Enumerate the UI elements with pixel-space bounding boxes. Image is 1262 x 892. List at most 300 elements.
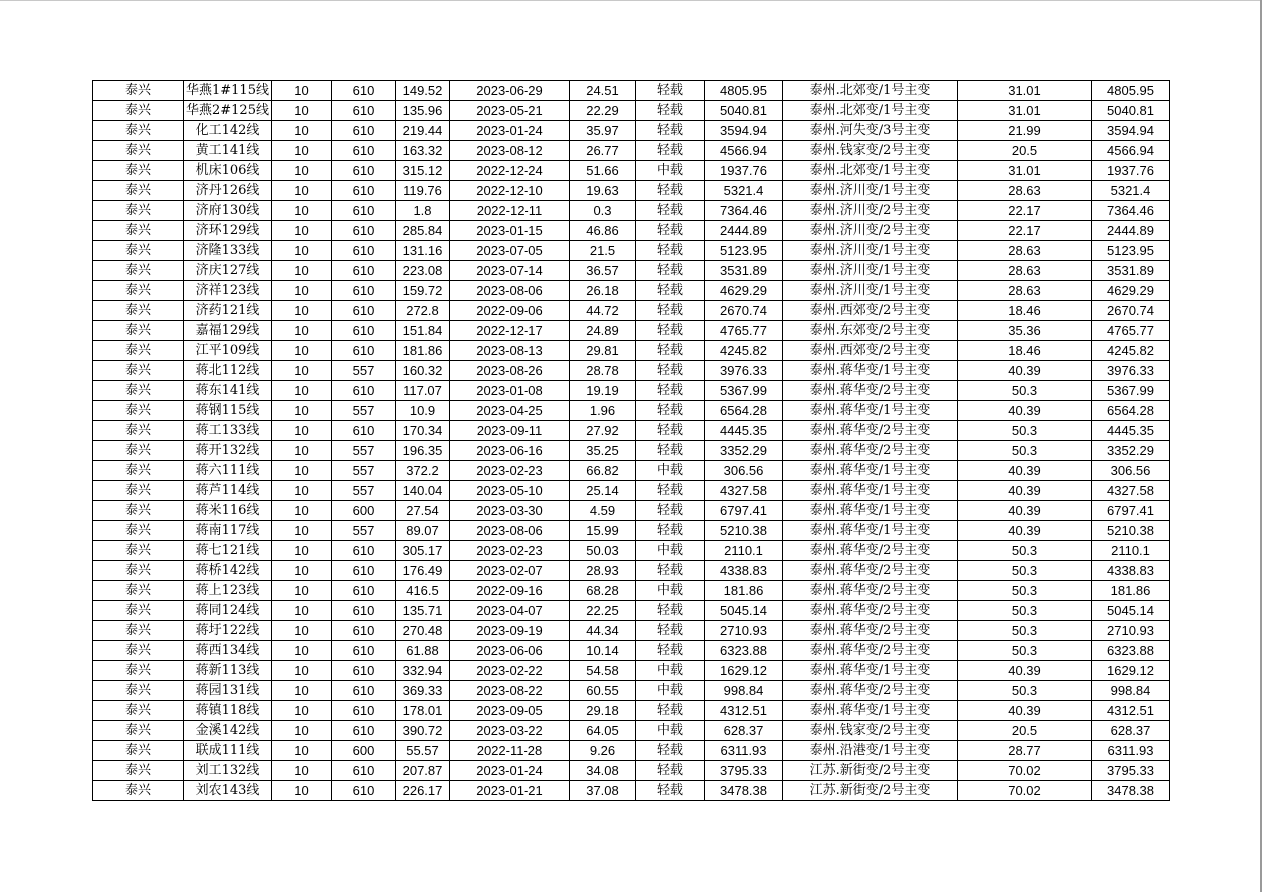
load-rate-cell: 29.81 <box>570 341 636 361</box>
load-value-cell: 372.2 <box>396 461 450 481</box>
rated-capacity-cell: 610 <box>332 81 396 101</box>
rated-capacity-cell: 610 <box>332 201 396 221</box>
voltage-cell: 10 <box>272 541 332 561</box>
available-capacity-cell: 4805.95 <box>705 81 783 101</box>
date-cell: 2023-05-21 <box>450 101 570 121</box>
region-cell: 泰兴 <box>93 541 184 561</box>
remaining-capacity-cell: 6564.28 <box>1092 401 1170 421</box>
date-cell: 2022-09-16 <box>450 581 570 601</box>
substation-transformer-cell: 泰州.蒋华变/2号主变 <box>783 681 958 701</box>
available-capacity-cell: 7364.46 <box>705 201 783 221</box>
date-cell: 2023-03-22 <box>450 721 570 741</box>
load-status-cell: 轻载 <box>636 381 705 401</box>
load-rate-cell: 44.34 <box>570 621 636 641</box>
table-row <box>93 521 1170 541</box>
region-cell: 泰兴 <box>93 201 184 221</box>
transformer-rate-cell: 70.02 <box>958 781 1092 801</box>
region-cell: 泰兴 <box>93 701 184 721</box>
remaining-capacity-cell: 5367.99 <box>1092 381 1170 401</box>
table-row <box>93 441 1170 461</box>
load-value-cell: 315.12 <box>396 161 450 181</box>
transformer-rate-cell: 50.3 <box>958 561 1092 581</box>
rated-capacity-cell: 600 <box>332 501 396 521</box>
voltage-cell: 10 <box>272 681 332 701</box>
date-cell: 2023-06-29 <box>450 81 570 101</box>
feeder-name-cell: 江平109线 <box>184 341 272 361</box>
substation-transformer-cell: 泰州.蒋华变/1号主变 <box>783 501 958 521</box>
load-rate-cell: 1.96 <box>570 401 636 421</box>
feeder-name-cell: 济祥123线 <box>184 281 272 301</box>
transformer-rate-cell: 21.99 <box>958 121 1092 141</box>
rated-capacity-cell: 610 <box>332 161 396 181</box>
load-value-cell: 285.84 <box>396 221 450 241</box>
date-cell: 2023-01-24 <box>450 761 570 781</box>
load-value-cell: 207.87 <box>396 761 450 781</box>
region-cell: 泰兴 <box>93 521 184 541</box>
region-cell: 泰兴 <box>93 621 184 641</box>
region-cell: 泰兴 <box>93 641 184 661</box>
substation-transformer-cell: 泰州.蒋华变/2号主变 <box>783 561 958 581</box>
voltage-cell: 10 <box>272 121 332 141</box>
remaining-capacity-cell: 3594.94 <box>1092 121 1170 141</box>
table-row <box>93 221 1170 241</box>
load-status-cell: 轻载 <box>636 281 705 301</box>
load-value-cell: 135.96 <box>396 101 450 121</box>
table-row <box>93 641 1170 661</box>
page-top-edge <box>0 0 1262 1</box>
voltage-cell: 10 <box>272 241 332 261</box>
date-cell: 2023-04-25 <box>450 401 570 421</box>
load-value-cell: 131.16 <box>396 241 450 261</box>
load-rate-cell: 15.99 <box>570 521 636 541</box>
feeder-name-cell: 华燕2#125线 <box>184 101 272 121</box>
transformer-rate-cell: 50.3 <box>958 641 1092 661</box>
remaining-capacity-cell: 4805.95 <box>1092 81 1170 101</box>
available-capacity-cell: 4245.82 <box>705 341 783 361</box>
load-status-cell: 轻载 <box>636 401 705 421</box>
load-status-cell: 轻载 <box>636 441 705 461</box>
date-cell: 2023-08-12 <box>450 141 570 161</box>
load-rate-cell: 26.77 <box>570 141 636 161</box>
transformer-rate-cell: 50.3 <box>958 681 1092 701</box>
region-cell: 泰兴 <box>93 421 184 441</box>
available-capacity-cell: 4765.77 <box>705 321 783 341</box>
region-cell: 泰兴 <box>93 81 184 101</box>
rated-capacity-cell: 610 <box>332 621 396 641</box>
transformer-rate-cell: 50.3 <box>958 541 1092 561</box>
substation-transformer-cell: 泰州.北郊变/1号主变 <box>783 161 958 181</box>
remaining-capacity-cell: 4566.94 <box>1092 141 1170 161</box>
feeder-name-cell: 蒋上123线 <box>184 581 272 601</box>
substation-transformer-cell: 泰州.蒋华变/1号主变 <box>783 701 958 721</box>
load-status-cell: 轻载 <box>636 701 705 721</box>
transformer-rate-cell: 40.39 <box>958 661 1092 681</box>
available-capacity-cell: 2670.74 <box>705 301 783 321</box>
remaining-capacity-cell: 628.37 <box>1092 721 1170 741</box>
voltage-cell: 10 <box>272 761 332 781</box>
feeder-name-cell: 联成111线 <box>184 741 272 761</box>
table-row <box>93 301 1170 321</box>
voltage-cell: 10 <box>272 381 332 401</box>
rated-capacity-cell: 557 <box>332 401 396 421</box>
transformer-rate-cell: 50.3 <box>958 581 1092 601</box>
table-row <box>93 381 1170 401</box>
table-row <box>93 741 1170 761</box>
load-status-cell: 轻载 <box>636 501 705 521</box>
rated-capacity-cell: 610 <box>332 121 396 141</box>
substation-transformer-cell: 泰州.蒋华变/2号主变 <box>783 621 958 641</box>
available-capacity-cell: 3795.33 <box>705 761 783 781</box>
voltage-cell: 10 <box>272 661 332 681</box>
available-capacity-cell: 4327.58 <box>705 481 783 501</box>
rated-capacity-cell: 610 <box>332 101 396 121</box>
load-status-cell: 轻载 <box>636 741 705 761</box>
load-rate-cell: 68.28 <box>570 581 636 601</box>
substation-transformer-cell: 泰州.蒋华变/2号主变 <box>783 421 958 441</box>
available-capacity-cell: 1629.12 <box>705 661 783 681</box>
table-row <box>93 581 1170 601</box>
load-value-cell: 196.35 <box>396 441 450 461</box>
feeder-name-cell: 蒋芦114线 <box>184 481 272 501</box>
voltage-cell: 10 <box>272 641 332 661</box>
available-capacity-cell: 181.86 <box>705 581 783 601</box>
voltage-cell: 10 <box>272 601 332 621</box>
load-value-cell: 135.71 <box>396 601 450 621</box>
remaining-capacity-cell: 7364.46 <box>1092 201 1170 221</box>
feeder-name-cell: 蒋七121线 <box>184 541 272 561</box>
region-cell: 泰兴 <box>93 601 184 621</box>
region-cell: 泰兴 <box>93 381 184 401</box>
region-cell: 泰兴 <box>93 121 184 141</box>
feeder-name-cell: 济药121线 <box>184 301 272 321</box>
substation-transformer-cell: 泰州.蒋华变/2号主变 <box>783 381 958 401</box>
substation-transformer-cell: 泰州.蒋华变/1号主变 <box>783 361 958 381</box>
load-status-cell: 轻载 <box>636 181 705 201</box>
remaining-capacity-cell: 1629.12 <box>1092 661 1170 681</box>
rated-capacity-cell: 610 <box>332 661 396 681</box>
remaining-capacity-cell: 3478.38 <box>1092 781 1170 801</box>
date-cell: 2023-05-10 <box>450 481 570 501</box>
remaining-capacity-cell: 2710.93 <box>1092 621 1170 641</box>
substation-transformer-cell: 泰州.蒋华变/2号主变 <box>783 441 958 461</box>
region-cell: 泰兴 <box>93 741 184 761</box>
rated-capacity-cell: 610 <box>332 701 396 721</box>
table-row <box>93 561 1170 581</box>
table-row <box>93 341 1170 361</box>
transformer-rate-cell: 22.17 <box>958 221 1092 241</box>
load-value-cell: 176.49 <box>396 561 450 581</box>
date-cell: 2023-09-11 <box>450 421 570 441</box>
table-row <box>93 421 1170 441</box>
substation-transformer-cell: 泰州.蒋华变/1号主变 <box>783 401 958 421</box>
region-cell: 泰兴 <box>93 341 184 361</box>
feeder-name-cell: 济环129线 <box>184 221 272 241</box>
load-status-cell: 轻载 <box>636 101 705 121</box>
load-status-cell: 中载 <box>636 681 705 701</box>
feeder-name-cell: 蒋米116线 <box>184 501 272 521</box>
load-rate-cell: 44.72 <box>570 301 636 321</box>
table-row <box>93 361 1170 381</box>
substation-transformer-cell: 泰州.西郊变/2号主变 <box>783 341 958 361</box>
load-status-cell: 轻载 <box>636 561 705 581</box>
rated-capacity-cell: 610 <box>332 241 396 261</box>
rated-capacity-cell: 600 <box>332 741 396 761</box>
voltage-cell: 10 <box>272 721 332 741</box>
region-cell: 泰兴 <box>93 141 184 161</box>
load-status-cell: 中载 <box>636 161 705 181</box>
substation-transformer-cell: 泰州.蒋华变/2号主变 <box>783 581 958 601</box>
load-status-cell: 轻载 <box>636 201 705 221</box>
date-cell: 2022-12-10 <box>450 181 570 201</box>
date-cell: 2023-07-05 <box>450 241 570 261</box>
region-cell: 泰兴 <box>93 241 184 261</box>
voltage-cell: 10 <box>272 221 332 241</box>
remaining-capacity-cell: 5321.4 <box>1092 181 1170 201</box>
table-row <box>93 401 1170 421</box>
rated-capacity-cell: 610 <box>332 181 396 201</box>
voltage-cell: 10 <box>272 441 332 461</box>
rated-capacity-cell: 557 <box>332 361 396 381</box>
load-value-cell: 117.07 <box>396 381 450 401</box>
load-rate-cell: 22.29 <box>570 101 636 121</box>
available-capacity-cell: 6797.41 <box>705 501 783 521</box>
region-cell: 泰兴 <box>93 221 184 241</box>
load-rate-cell: 10.14 <box>570 641 636 661</box>
table-row <box>93 481 1170 501</box>
table-body <box>93 81 1170 801</box>
remaining-capacity-cell: 1937.76 <box>1092 161 1170 181</box>
rated-capacity-cell: 610 <box>332 381 396 401</box>
region-cell: 泰兴 <box>93 401 184 421</box>
load-value-cell: 1.8 <box>396 201 450 221</box>
load-value-cell: 140.04 <box>396 481 450 501</box>
voltage-cell: 10 <box>272 201 332 221</box>
feeder-name-cell: 蒋南117线 <box>184 521 272 541</box>
voltage-cell: 10 <box>272 141 332 161</box>
voltage-cell: 10 <box>272 301 332 321</box>
remaining-capacity-cell: 306.56 <box>1092 461 1170 481</box>
rated-capacity-cell: 610 <box>332 761 396 781</box>
available-capacity-cell: 4629.29 <box>705 281 783 301</box>
load-status-cell: 轻载 <box>636 361 705 381</box>
voltage-cell: 10 <box>272 701 332 721</box>
available-capacity-cell: 3531.89 <box>705 261 783 281</box>
date-cell: 2023-02-23 <box>450 541 570 561</box>
rated-capacity-cell: 610 <box>332 421 396 441</box>
region-cell: 泰兴 <box>93 101 184 121</box>
available-capacity-cell: 2110.1 <box>705 541 783 561</box>
load-rate-cell: 22.25 <box>570 601 636 621</box>
transformer-rate-cell: 18.46 <box>958 341 1092 361</box>
substation-transformer-cell: 泰州.钱家变/2号主变 <box>783 721 958 741</box>
load-status-cell: 轻载 <box>636 261 705 281</box>
voltage-cell: 10 <box>272 741 332 761</box>
load-rate-cell: 66.82 <box>570 461 636 481</box>
load-status-cell: 中载 <box>636 721 705 741</box>
load-status-cell: 轻载 <box>636 321 705 341</box>
rated-capacity-cell: 610 <box>332 221 396 241</box>
table-row <box>93 101 1170 121</box>
voltage-cell: 10 <box>272 281 332 301</box>
transformer-rate-cell: 35.36 <box>958 321 1092 341</box>
region-cell: 泰兴 <box>93 761 184 781</box>
feeder-name-cell: 蒋开132线 <box>184 441 272 461</box>
substation-transformer-cell: 江苏.新街变/2号主变 <box>783 781 958 801</box>
available-capacity-cell: 5123.95 <box>705 241 783 261</box>
date-cell: 2023-08-06 <box>450 281 570 301</box>
feeder-name-cell: 济庆127线 <box>184 261 272 281</box>
rated-capacity-cell: 610 <box>332 301 396 321</box>
remaining-capacity-cell: 2670.74 <box>1092 301 1170 321</box>
load-value-cell: 89.07 <box>396 521 450 541</box>
load-value-cell: 160.32 <box>396 361 450 381</box>
available-capacity-cell: 6564.28 <box>705 401 783 421</box>
rated-capacity-cell: 610 <box>332 141 396 161</box>
remaining-capacity-cell: 181.86 <box>1092 581 1170 601</box>
available-capacity-cell: 6311.93 <box>705 741 783 761</box>
feeder-name-cell: 刘农143线 <box>184 781 272 801</box>
feeder-name-cell: 蒋六111线 <box>184 461 272 481</box>
transformer-rate-cell: 22.17 <box>958 201 1092 221</box>
transformer-rate-cell: 28.63 <box>958 181 1092 201</box>
region-cell: 泰兴 <box>93 181 184 201</box>
transformer-rate-cell: 50.3 <box>958 601 1092 621</box>
table-row <box>93 181 1170 201</box>
table-row <box>93 261 1170 281</box>
load-rate-cell: 34.08 <box>570 761 636 781</box>
load-status-cell: 轻载 <box>636 341 705 361</box>
transformer-rate-cell: 40.39 <box>958 701 1092 721</box>
date-cell: 2023-06-06 <box>450 641 570 661</box>
substation-transformer-cell: 泰州.蒋华变/1号主变 <box>783 481 958 501</box>
available-capacity-cell: 306.56 <box>705 461 783 481</box>
load-status-cell: 中载 <box>636 541 705 561</box>
load-rate-cell: 19.19 <box>570 381 636 401</box>
date-cell: 2022-12-17 <box>450 321 570 341</box>
feeder-name-cell: 济府130线 <box>184 201 272 221</box>
available-capacity-cell: 4338.83 <box>705 561 783 581</box>
load-rate-cell: 37.08 <box>570 781 636 801</box>
load-rate-cell: 0.3 <box>570 201 636 221</box>
substation-transformer-cell: 泰州.济川变/2号主变 <box>783 221 958 241</box>
feeder-name-cell: 蒋西134线 <box>184 641 272 661</box>
date-cell: 2023-08-26 <box>450 361 570 381</box>
transformer-rate-cell: 18.46 <box>958 301 1092 321</box>
region-cell: 泰兴 <box>93 461 184 481</box>
remaining-capacity-cell: 5045.14 <box>1092 601 1170 621</box>
date-cell: 2023-02-07 <box>450 561 570 581</box>
table-row <box>93 121 1170 141</box>
table-row <box>93 681 1170 701</box>
feeder-name-cell: 蒋工133线 <box>184 421 272 441</box>
load-value-cell: 151.84 <box>396 321 450 341</box>
table-row <box>93 281 1170 301</box>
voltage-cell: 10 <box>272 461 332 481</box>
substation-transformer-cell: 泰州.济川变/2号主变 <box>783 201 958 221</box>
load-rate-cell: 28.78 <box>570 361 636 381</box>
transformer-rate-cell: 28.63 <box>958 241 1092 261</box>
feeder-name-cell: 华燕1#115线 <box>184 81 272 101</box>
date-cell: 2022-11-28 <box>450 741 570 761</box>
available-capacity-cell: 5040.81 <box>705 101 783 121</box>
region-cell: 泰兴 <box>93 681 184 701</box>
available-capacity-cell: 3352.29 <box>705 441 783 461</box>
voltage-cell: 10 <box>272 161 332 181</box>
available-capacity-cell: 3478.38 <box>705 781 783 801</box>
rated-capacity-cell: 610 <box>332 261 396 281</box>
date-cell: 2023-09-19 <box>450 621 570 641</box>
load-value-cell: 159.72 <box>396 281 450 301</box>
table-row <box>93 161 1170 181</box>
date-cell: 2023-07-14 <box>450 261 570 281</box>
remaining-capacity-cell: 998.84 <box>1092 681 1170 701</box>
load-rate-cell: 19.63 <box>570 181 636 201</box>
transformer-rate-cell: 28.63 <box>958 261 1092 281</box>
remaining-capacity-cell: 5123.95 <box>1092 241 1170 261</box>
load-value-cell: 390.72 <box>396 721 450 741</box>
available-capacity-cell: 4566.94 <box>705 141 783 161</box>
date-cell: 2023-01-15 <box>450 221 570 241</box>
load-value-cell: 119.76 <box>396 181 450 201</box>
date-cell: 2022-09-06 <box>450 301 570 321</box>
available-capacity-cell: 5321.4 <box>705 181 783 201</box>
transformer-rate-cell: 31.01 <box>958 81 1092 101</box>
load-rate-cell: 36.57 <box>570 261 636 281</box>
table-row <box>93 201 1170 221</box>
table-row <box>93 661 1170 681</box>
load-status-cell: 轻载 <box>636 481 705 501</box>
date-cell: 2022-12-11 <box>450 201 570 221</box>
voltage-cell: 10 <box>272 401 332 421</box>
remaining-capacity-cell: 2444.89 <box>1092 221 1170 241</box>
rated-capacity-cell: 557 <box>332 521 396 541</box>
region-cell: 泰兴 <box>93 781 184 801</box>
substation-transformer-cell: 泰州.北郊变/1号主变 <box>783 81 958 101</box>
load-value-cell: 223.08 <box>396 261 450 281</box>
region-cell: 泰兴 <box>93 441 184 461</box>
rated-capacity-cell: 557 <box>332 481 396 501</box>
date-cell: 2022-12-24 <box>450 161 570 181</box>
transformer-rate-cell: 31.01 <box>958 161 1092 181</box>
voltage-cell: 10 <box>272 501 332 521</box>
load-rate-cell: 9.26 <box>570 741 636 761</box>
load-value-cell: 272.8 <box>396 301 450 321</box>
rated-capacity-cell: 610 <box>332 681 396 701</box>
available-capacity-cell: 4445.35 <box>705 421 783 441</box>
region-cell: 泰兴 <box>93 281 184 301</box>
region-cell: 泰兴 <box>93 361 184 381</box>
load-status-cell: 轻载 <box>636 221 705 241</box>
transformer-rate-cell: 31.01 <box>958 101 1092 121</box>
load-value-cell: 27.54 <box>396 501 450 521</box>
feeder-name-cell: 蒋镇118线 <box>184 701 272 721</box>
feeder-name-cell: 金溪142线 <box>184 721 272 741</box>
remaining-capacity-cell: 4445.35 <box>1092 421 1170 441</box>
feeder-name-cell: 蒋园131线 <box>184 681 272 701</box>
remaining-capacity-cell: 4312.51 <box>1092 701 1170 721</box>
substation-transformer-cell: 泰州.东郊变/2号主变 <box>783 321 958 341</box>
rated-capacity-cell: 610 <box>332 321 396 341</box>
voltage-cell: 10 <box>272 621 332 641</box>
load-rate-cell: 35.25 <box>570 441 636 461</box>
substation-transformer-cell: 泰州.蒋华变/2号主变 <box>783 601 958 621</box>
load-rate-cell: 27.92 <box>570 421 636 441</box>
rated-capacity-cell: 557 <box>332 461 396 481</box>
available-capacity-cell: 2444.89 <box>705 221 783 241</box>
transformer-rate-cell: 40.39 <box>958 461 1092 481</box>
date-cell: 2023-08-13 <box>450 341 570 361</box>
available-capacity-cell: 628.37 <box>705 721 783 741</box>
